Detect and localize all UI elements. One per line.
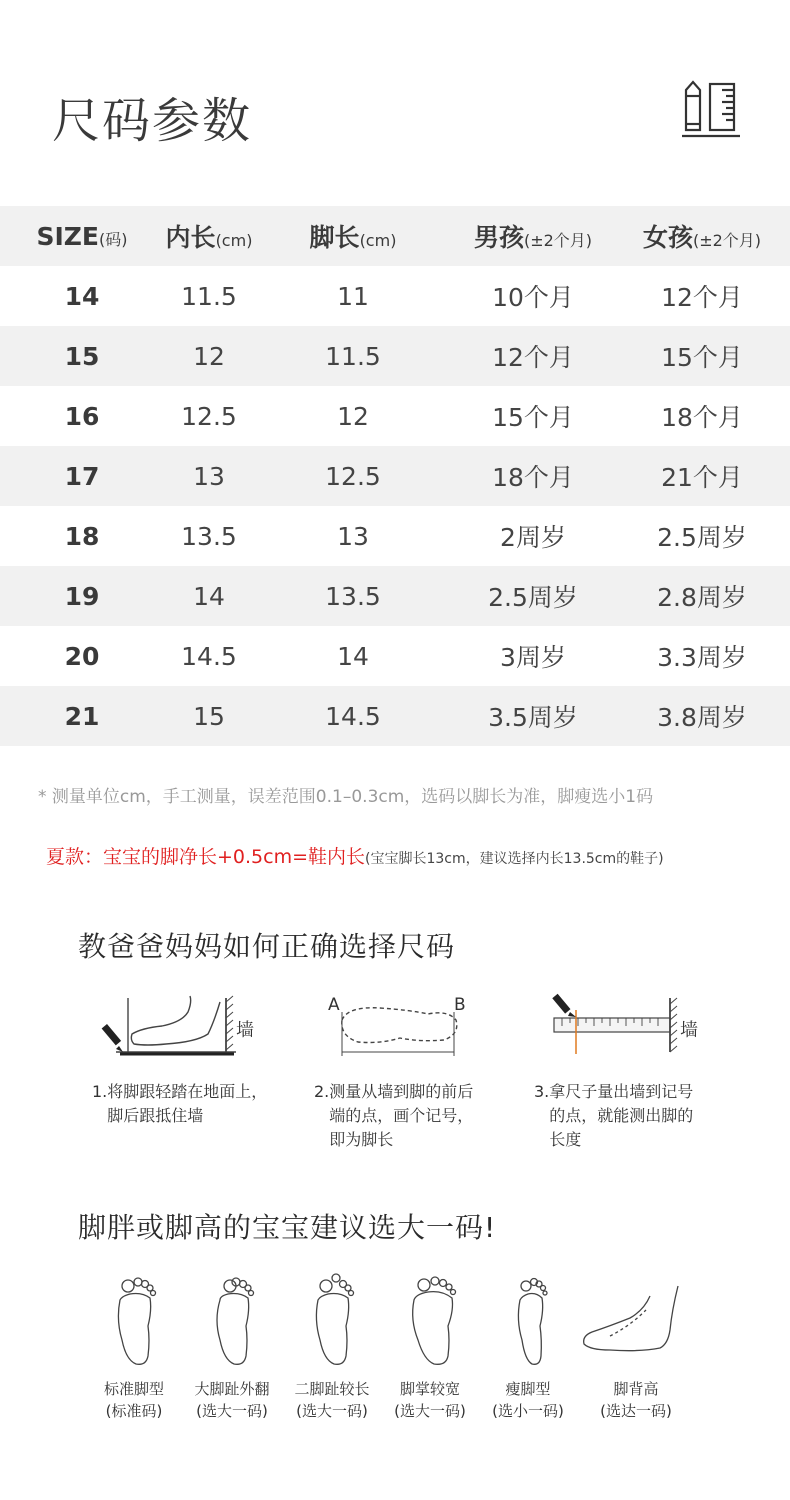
header-size-label: SIZE (36, 221, 99, 251)
cell-girl-age: 2.8周岁 (614, 566, 790, 626)
foot-type-name: 大脚趾外翻 (194, 1380, 270, 1398)
step2-text: 2.测量从墙到脚的前后 端的点，画个记号， 即为脚长 (314, 1082, 474, 1149)
cell-girl-age: 3.8周岁 (614, 686, 790, 746)
cell-boy-age: 12个月 (452, 326, 614, 386)
foot-long-second-toe-icon (284, 1270, 384, 1370)
foot-type-advice: (选小一码) (492, 1402, 564, 1420)
cell-boy-age: 2.5周岁 (452, 566, 614, 626)
cell-foot-length: 12 (337, 401, 369, 431)
cell-girl-age: 21个月 (614, 446, 790, 506)
cell-size: 18 (64, 521, 100, 551)
cell-inner-length: 11.5 (181, 281, 237, 311)
header-inner-length (164, 206, 254, 266)
foot-type-standard (84, 1378, 184, 1422)
header-boy-unit: (±2个月) (523, 231, 593, 250)
foot-type-advice: (选大一码) (196, 1402, 268, 1420)
wall-label-3: 墙 (680, 1020, 698, 1041)
foot-type-wide (380, 1378, 480, 1422)
cell-boy-age: 3.5周岁 (452, 686, 614, 746)
table-row (0, 566, 790, 626)
table-row (0, 506, 790, 566)
cell-size: 16 (64, 401, 100, 431)
cell-inner-length: 14 (164, 566, 254, 626)
cell-size: 17 (0, 446, 164, 506)
header-inner-length-unit: (cm) (215, 231, 253, 250)
cell-inner-length: 15 (164, 686, 254, 746)
cell-size: 19 (0, 566, 164, 626)
foot-type-advice: (选大一码) (296, 1402, 368, 1420)
header-inner-length-label: 内长 (165, 223, 216, 252)
cell-size: 21 (0, 686, 164, 746)
cell-foot-length: 13 (337, 521, 369, 551)
pen-icon (102, 1024, 123, 1052)
cell-boy-age: 15个月 (492, 403, 574, 432)
cell-inner-length: 12 (164, 326, 254, 386)
cell-boy-age: 2周岁 (500, 523, 566, 552)
cell-size: 20 (64, 641, 100, 671)
ruler-pencil-icon (680, 78, 742, 140)
size-table (0, 206, 790, 746)
foot-bunion-icon (184, 1270, 284, 1370)
header-foot-length-label: 脚长 (309, 223, 360, 252)
header-girl-label: 女孩 (642, 223, 693, 252)
foot-slim-icon (482, 1270, 582, 1370)
foot-type-name: 脚掌较宽 (399, 1380, 460, 1398)
wall-label-1: 墙 (236, 1020, 254, 1041)
cell-inner-length: 13.5 (181, 521, 237, 551)
measurement-note: * 测量单位cm，手工测量，误差范围0.1–0.3cm，选码以脚长为准，脚瘦选小1码 (38, 787, 654, 807)
summer-size-tip (46, 842, 664, 869)
header-foot-length (254, 206, 452, 266)
cell-girl-age: 3.3周岁 (657, 643, 747, 672)
pen-icon (552, 994, 576, 1017)
foot-type-name: 瘦脚型 (505, 1380, 551, 1398)
table-row (0, 386, 790, 446)
table-row (0, 326, 790, 386)
step1-text: 1.将脚跟轻踏在地面上， 脚后跟抵住墙 (92, 1082, 268, 1125)
cell-foot-length: 14.5 (254, 686, 452, 746)
foot-high-instep-icon (580, 1270, 684, 1370)
header-boy (452, 206, 614, 266)
summer-tip-main: 夏款：宝宝的脚净长+0.5cm=鞋内长 (46, 846, 366, 868)
point-a-label: A (328, 995, 340, 1015)
table-header-row (0, 206, 790, 266)
table-row (0, 626, 790, 686)
step2-footprint-illustration (320, 992, 480, 1062)
cell-foot-length: 14 (337, 641, 369, 671)
cell-inner-length: 14.5 (181, 641, 237, 671)
cell-inner-length: 13 (164, 446, 254, 506)
header-boy-label: 男孩 (473, 223, 524, 252)
cell-size: 14 (64, 281, 100, 311)
point-b-label: B (454, 995, 466, 1015)
foot-type-name: 标准脚型 (103, 1380, 164, 1398)
foot-type-long-second-toe (282, 1378, 382, 1422)
cell-foot-length: 11 (337, 281, 369, 311)
cell-foot-length: 11.5 (254, 326, 452, 386)
cell-inner-length: 12.5 (181, 401, 237, 431)
step3-ruler-illustration (546, 990, 716, 1062)
cell-boy-age: 3周岁 (500, 643, 566, 672)
table-row (0, 446, 790, 506)
foot-type-advice: (选达一码) (600, 1402, 672, 1420)
foot-type-high-instep (586, 1378, 686, 1422)
measure-section-title: 教爸爸妈妈如何正确选择尺码 (78, 930, 456, 963)
foot-types-title: 脚胖或脚高的宝宝建议选大一码! (78, 1211, 497, 1244)
cell-foot-length: 12.5 (254, 446, 452, 506)
foot-wide-icon (384, 1270, 484, 1370)
summer-tip-example: (宝宝脚长13cm，建议选择内长13.5cm的鞋子) (365, 851, 664, 867)
foot-type-advice: (标准码) (105, 1402, 163, 1420)
foot-type-name: 脚背高 (613, 1380, 659, 1398)
cell-boy-age: 18个月 (452, 446, 614, 506)
header-girl-unit: (±2个月) (692, 231, 762, 250)
header-girl (614, 206, 790, 266)
foot-type-advice: (选大一码) (394, 1402, 466, 1420)
cell-boy-age: 10个月 (492, 283, 574, 312)
header-foot-length-unit: (cm) (359, 231, 397, 250)
foot-type-name: 二脚趾较长 (294, 1380, 370, 1398)
foot-type-slim (478, 1378, 578, 1422)
cell-girl-age: 18个月 (661, 403, 743, 432)
header-size-unit: (码) (99, 229, 128, 249)
table-row (0, 686, 790, 746)
header-size (0, 206, 164, 266)
page-title: 尺码参数 (52, 93, 253, 149)
table-row (0, 266, 790, 326)
cell-girl-age: 2.5周岁 (657, 523, 747, 552)
step1-foot-wall-illustration (96, 992, 266, 1062)
step3-text: 3.拿尺子量出墙到记号 的点，就能测出脚的 长度 (534, 1082, 694, 1149)
cell-girl-age: 12个月 (661, 283, 743, 312)
cell-size: 15 (0, 326, 164, 386)
cell-foot-length: 13.5 (254, 566, 452, 626)
cell-girl-age: 15个月 (614, 326, 790, 386)
foot-type-bunion (182, 1378, 282, 1422)
foot-standard-icon (86, 1270, 186, 1370)
